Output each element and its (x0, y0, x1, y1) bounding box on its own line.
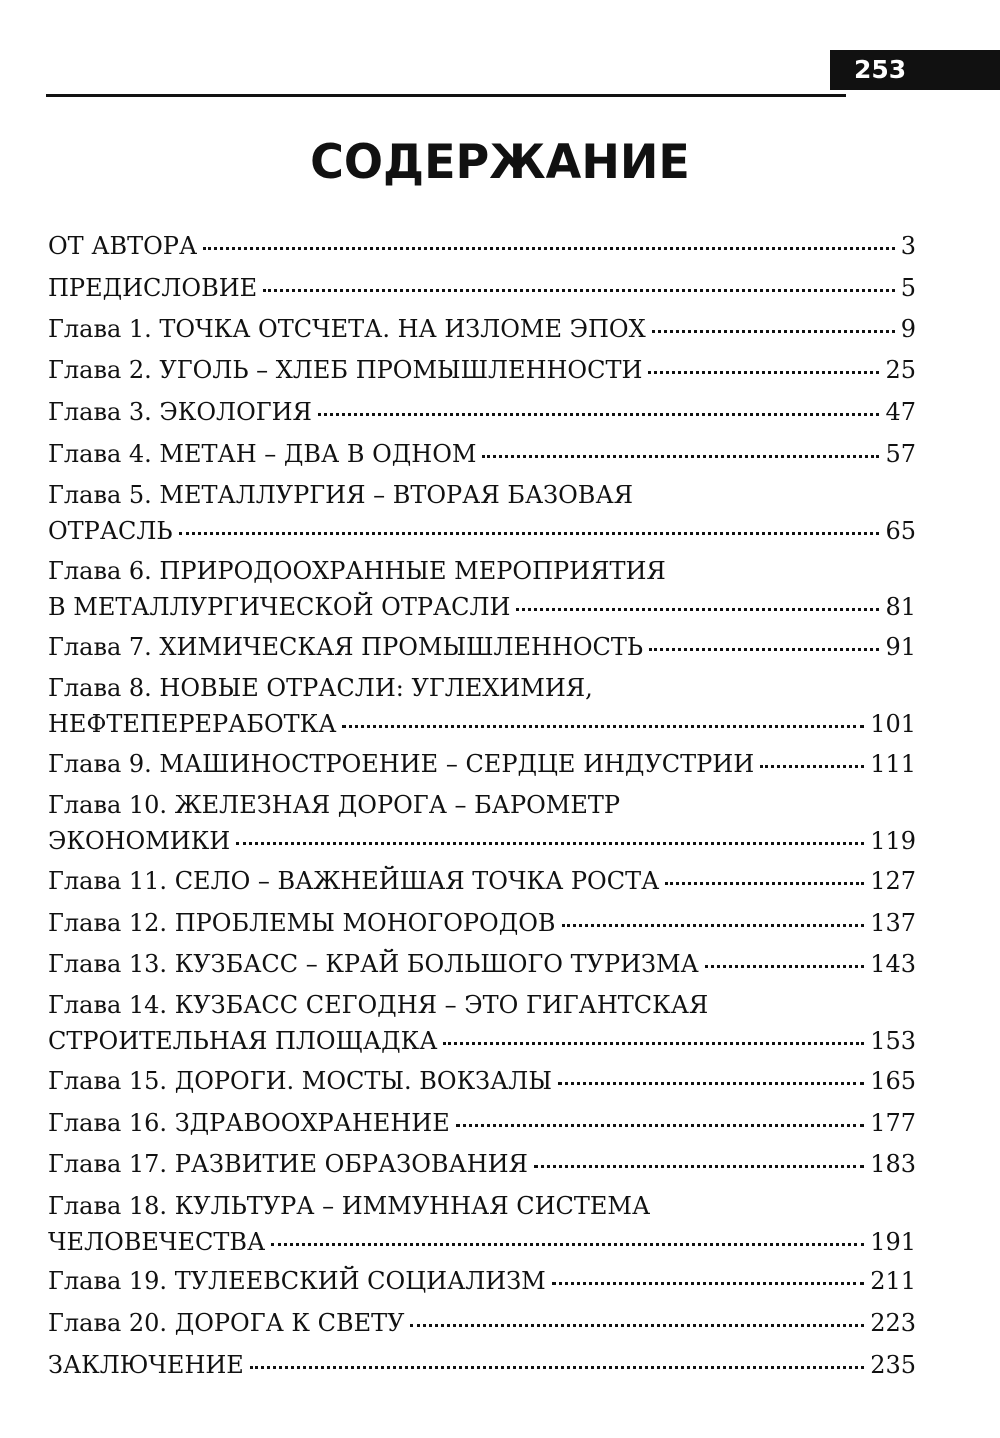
toc-entry (48, 1352, 916, 1392)
toc-entry-page: 235 (870, 1351, 916, 1379)
toc-entry-title: Глава 12. ПРОБЛЕМЫ МОНОГОРОДОВ (48, 909, 556, 937)
dot-leader (410, 1324, 864, 1327)
toc-entry-title: СТРОИТЕЛЬНАЯ ПЛОЩАДКА (48, 1027, 438, 1055)
toc-entry-title: Глава 13. КУЗБАСС – КРАЙ БОЛЬШОГО ТУРИЗМА (48, 950, 699, 978)
dot-leader (760, 765, 864, 768)
toc-entry-page: 143 (870, 950, 916, 978)
toc-entry (48, 868, 916, 908)
toc-entry (48, 910, 916, 950)
toc-entry (48, 275, 916, 315)
toc-entry-title: Глава 14. КУЗБАСС СЕГОДНЯ – ЭТО ГИГАНТСКАЯ (48, 991, 709, 1019)
toc-entry-title: Глава 16. ЗДРАВООХРАНЕНИЕ (48, 1109, 450, 1137)
toc-entry-title: ЧЕЛОВЕЧЕСТВА (48, 1228, 266, 1256)
toc-entry-title: Глава 4. МЕТАН – ДВА В ОДНОМ (48, 440, 477, 468)
toc-entry-page: 211 (870, 1267, 916, 1295)
toc-entry-page: 191 (870, 1228, 916, 1256)
toc-entry-page: 165 (870, 1067, 916, 1095)
toc-entry-title: ПРЕДИСЛОВИЕ (48, 274, 258, 302)
toc-entry-page: 65 (885, 517, 916, 545)
toc-entry-title: Глава 9. МАШИНОСТРОЕНИЕ – СЕРДЦЕ ИНДУСТРИИ (48, 750, 755, 778)
toc-entry-page: 119 (870, 827, 916, 855)
toc-entry (48, 1151, 916, 1191)
page-title: СОДЕРЖАНИЕ (310, 135, 690, 190)
toc-entry-title: Глава 19. ТУЛЕЕВСКИЙ СОЦИАЛИЗМ (48, 1267, 546, 1295)
toc-entry (48, 1310, 916, 1350)
dot-leader (250, 1366, 864, 1369)
toc-entry-title: Глава 10. ЖЕЛЕЗНАЯ ДОРОГА – БАРОМЕТР (48, 791, 621, 819)
toc-entry-page: 3 (900, 232, 916, 260)
dot-leader (516, 608, 879, 611)
toc-entry-title: НЕФТЕПЕРЕРАБОТКА (48, 710, 337, 738)
toc-entry-title: Глава 5. МЕТАЛЛУРГИЯ – ВТОРАЯ БАЗОВАЯ (48, 481, 633, 509)
toc-entry-title: Глава 3. ЭКОЛОГИЯ (48, 398, 312, 426)
dot-leader (342, 725, 864, 728)
toc-entry-title: Глава 20. ДОРОГА К СВЕТУ (48, 1309, 405, 1337)
toc-entry-page: 183 (870, 1150, 916, 1178)
toc-entry-title: Глава 18. КУЛЬТУРА – ИММУННАЯ СИСТЕМА (48, 1192, 651, 1220)
toc-entry-page: 91 (885, 633, 916, 661)
toc-entry (48, 951, 916, 991)
toc-entry-title: Глава 7. ХИМИЧЕСКАЯ ПРОМЫШЛЕННОСТЬ (48, 633, 644, 661)
toc-entry-page: 25 (885, 356, 916, 384)
toc-entry-page: 111 (870, 750, 916, 778)
toc-entry (48, 751, 916, 791)
toc-entry-title: ЗАКЛЮЧЕНИЕ (48, 1351, 244, 1379)
dot-leader (271, 1243, 864, 1246)
toc-entry-page: 127 (870, 867, 916, 895)
dot-leader (652, 330, 895, 333)
toc-entry (48, 634, 916, 674)
dot-leader (263, 289, 895, 292)
toc-entry-page: 101 (870, 710, 916, 738)
dot-leader (203, 247, 895, 250)
toc-entry (48, 233, 916, 273)
toc-entry (48, 558, 916, 634)
toc-entry (48, 1068, 916, 1108)
toc-entry-title: Глава 15. ДОРОГИ. МОСТЫ. ВОКЗАЛЫ (48, 1067, 552, 1095)
toc-entry-title: ОТРАСЛЬ (48, 517, 173, 545)
toc-entry-page: 177 (870, 1109, 916, 1137)
toc-entry-page: 223 (870, 1309, 916, 1337)
toc-entry-title: ОТ АВТОРА (48, 232, 198, 260)
dot-leader (236, 842, 864, 845)
toc-entry (48, 992, 916, 1068)
dot-leader (665, 882, 864, 885)
toc-entry (48, 316, 916, 356)
toc-entry-title: Глава 8. НОВЫЕ ОТРАСЛИ: УГЛЕХИМИЯ, (48, 674, 593, 702)
toc-entry (48, 1193, 916, 1269)
toc-entry-page: 153 (870, 1027, 916, 1055)
toc-entry-page: 47 (885, 398, 916, 426)
dot-leader (705, 965, 864, 968)
toc-entry (48, 399, 916, 439)
dot-leader (482, 455, 879, 458)
toc-entry-title: Глава 1. ТОЧКА ОТСЧЕТА. НА ИЗЛОМЕ ЭПОХ (48, 315, 646, 343)
dot-leader (443, 1042, 864, 1045)
toc-entry-page: 57 (885, 440, 916, 468)
dot-leader (558, 1082, 864, 1085)
dot-leader (534, 1165, 864, 1168)
toc-entry (48, 441, 916, 481)
dot-leader (649, 648, 879, 651)
toc-entry-title: Глава 6. ПРИРОДООХРАННЫЕ МЕРОПРИЯТИЯ (48, 557, 666, 585)
toc-entry-title: ЭКОНОМИКИ (48, 827, 231, 855)
page-number: 253 (830, 50, 1000, 90)
toc-entry (48, 675, 916, 751)
toc-entry (48, 357, 916, 397)
toc-entry-title: Глава 2. УГОЛЬ – ХЛЕБ ПРОМЫШЛЕННОСТИ (48, 356, 643, 384)
toc-entry-page: 137 (870, 909, 916, 937)
toc-entry (48, 482, 916, 558)
toc-entry-title: Глава 11. СЕЛО – ВАЖНЕЙШАЯ ТОЧКА РОСТА (48, 867, 660, 895)
dot-leader (318, 413, 880, 416)
toc-entry (48, 792, 916, 868)
toc-entry-title: В МЕТАЛЛУРГИЧЕСКОЙ ОТРАСЛИ (48, 593, 511, 621)
toc-entry-title: Глава 17. РАЗВИТИЕ ОБРАЗОВАНИЯ (48, 1150, 528, 1178)
toc-entry (48, 1268, 916, 1308)
toc-entry-page: 9 (900, 315, 916, 343)
toc-entry-page: 81 (885, 593, 916, 621)
dot-leader (562, 924, 865, 927)
dot-leader (648, 371, 879, 374)
toc-entry-page: 5 (900, 274, 916, 302)
dot-leader (552, 1282, 864, 1285)
toc-entry (48, 1110, 916, 1150)
dot-leader (456, 1124, 864, 1127)
dot-leader (179, 532, 880, 535)
